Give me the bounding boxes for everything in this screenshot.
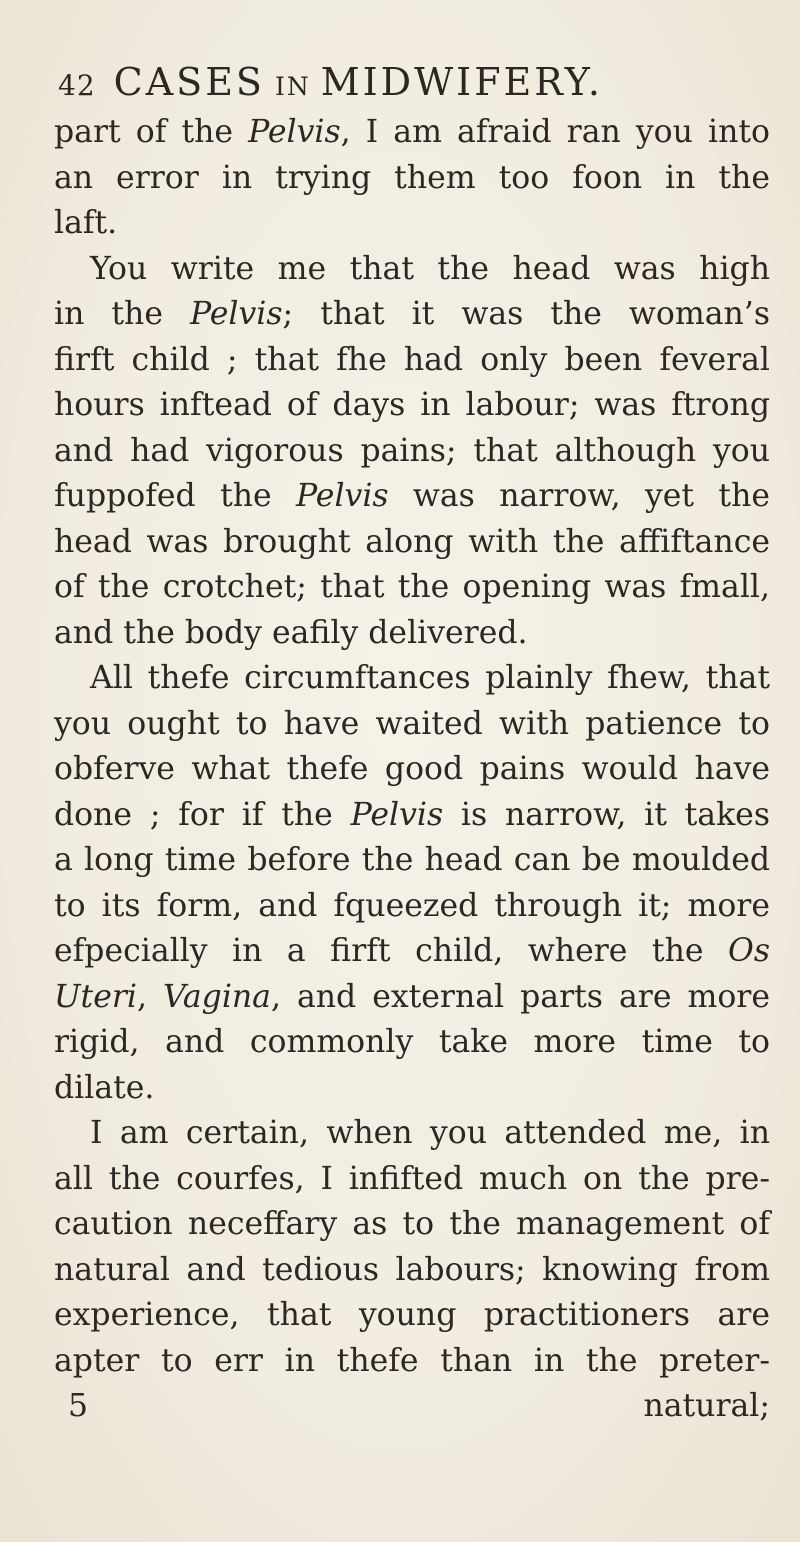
running-head-cases: CASES — [113, 60, 265, 104]
body-text — [54, 110, 770, 1430]
signature-mark: 5 — [68, 1388, 89, 1424]
text-line: done ; for if the Pelvis is narrow, it takes — [54, 796, 770, 833]
text-line: firft child ; that fhe had only been feveral — [54, 341, 770, 378]
text-line: in the Pelvis; that it was the woman’s — [54, 296, 770, 332]
text-line: experience, that young practitioners are — [54, 1297, 770, 1333]
page-footer — [54, 1384, 770, 1430]
text-line: and had vigorous pains; that although you — [54, 432, 770, 469]
text-line: head was brought along with the affiftance — [54, 523, 770, 560]
text-line: All thefe circumftances plainly fhew, that — [90, 660, 770, 696]
text-line: fuppofed the Pelvis was narrow, yet the — [54, 478, 770, 514]
text-line: caution neceffary as to the management of — [54, 1206, 770, 1242]
text-line: Uteri, Vagina, and external parts are more — [54, 978, 770, 1015]
text-line: obferve what thefe good pains would have — [54, 751, 770, 787]
text-line: hours inftead of days in labour; was ftrong — [54, 387, 770, 423]
running-head-midwifery: MIDWIFERY. — [320, 60, 604, 104]
page-header — [58, 60, 604, 104]
running-head — [114, 60, 603, 104]
running-head-in: IN — [274, 72, 311, 101]
text-line: laft. — [54, 205, 118, 241]
page-number: 42 — [58, 69, 96, 102]
text-line: of the crotchet; that the opening was fmall, — [54, 569, 770, 605]
text-line: an error in trying them too foon in the — [54, 159, 770, 196]
text-line: I am certain, when you attended me, in — [90, 1115, 770, 1151]
text-line: natural and tedious labours; knowing from — [54, 1251, 770, 1288]
text-line: a long time before the head can be moulded — [54, 842, 770, 878]
text-line: You write me that the head was high — [90, 250, 770, 287]
catchword: natural; — [643, 1388, 770, 1424]
text-line: you ought to have waited with patience to — [54, 705, 770, 742]
text-line: efpecially in a firft child, where the Os — [54, 933, 770, 969]
text-line: all the courfes, I infifted much on the pre- — [54, 1160, 770, 1197]
text-line: apter to err in thefe than in the preter- — [54, 1342, 770, 1379]
text-line: and the body eafily delivered. — [54, 614, 528, 651]
text-line: part of the Pelvis, I am afraid ran you into — [54, 114, 770, 150]
text-line: dilate. — [54, 1069, 155, 1106]
text-line: to its form, and fqueezed through it; more — [54, 887, 770, 924]
text-line: rigid, and commonly take more time to — [54, 1024, 770, 1060]
